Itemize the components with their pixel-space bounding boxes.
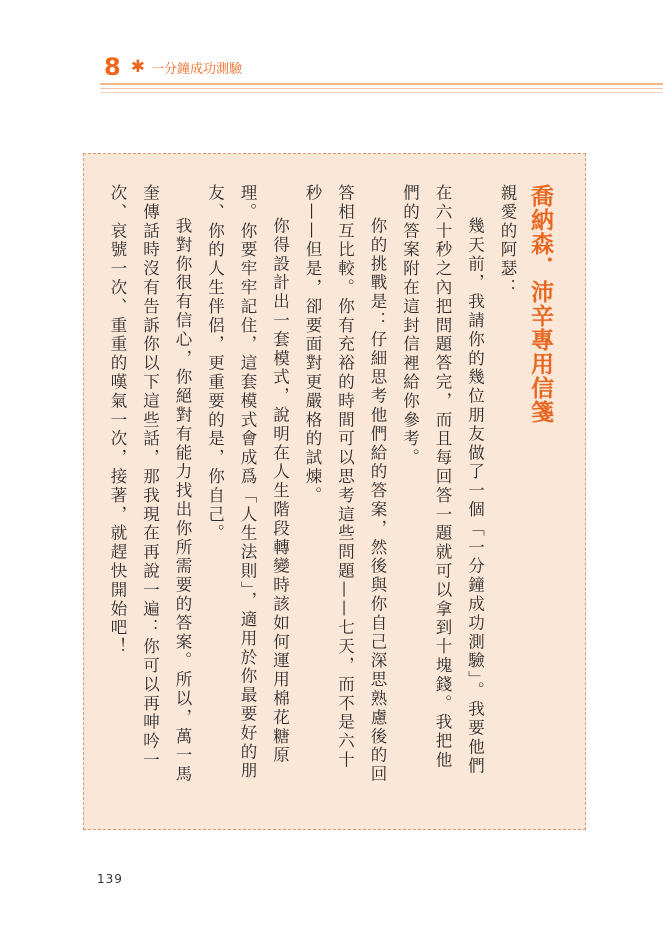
chapter-number: 8 (104, 53, 121, 81)
header-rule (100, 88, 663, 89)
asterisk-icon: ✱ (130, 57, 145, 77)
page-number: 139 (97, 872, 123, 886)
running-header (104, 54, 242, 80)
letter-paragraph: 幾天前，我請你的幾位朋友做了一個「一分鐘成功測驗」。我要他們在六十秒之內把問題答完，而且每回答一題就可以拿到十塊錢。我把他們的答案附在這封信裡給你參考。 (400, 184, 485, 776)
header-rule (100, 83, 663, 85)
chapter-title: 一分鐘成功測驗 (150, 61, 242, 77)
letter-paragraph: 我對你很有信心，你絕對有能力找出你所需要的答案。所以，萬一馬奎傳話時沒有告訴你以下這些話，那我現在再說一遍：你可以再呻吟一次、哀號一次、重重的嘆氣一次，接著，就趕快開始吧！ (108, 184, 192, 784)
letter-paragraph: 你的挑戰是：仔細思考他們給的答案，然後與你自己深思熟慮後的回答相互比較。你有充裕的時間可以思考這些問題——七天，而不是六十秒——但是，卻要面對更嚴格的試煉。 (303, 184, 387, 784)
letter-paragraph: 你得設計出一套模式，說明在人生階段轉變時該如何運用棉花糖原理。你要牢牢記住，這套模式會成爲「人生法則」，適用於你最要好的朋友、你的人生伴侶，更重要的是，你自己。 (205, 184, 290, 781)
letter-text (0, 184, 557, 784)
letter-salutation: 親愛的阿瑟： (498, 184, 517, 298)
letter-title: 喬納森．沛辛專用信箋 (527, 184, 553, 424)
letter-box (83, 153, 586, 830)
header-rule (100, 92, 663, 93)
